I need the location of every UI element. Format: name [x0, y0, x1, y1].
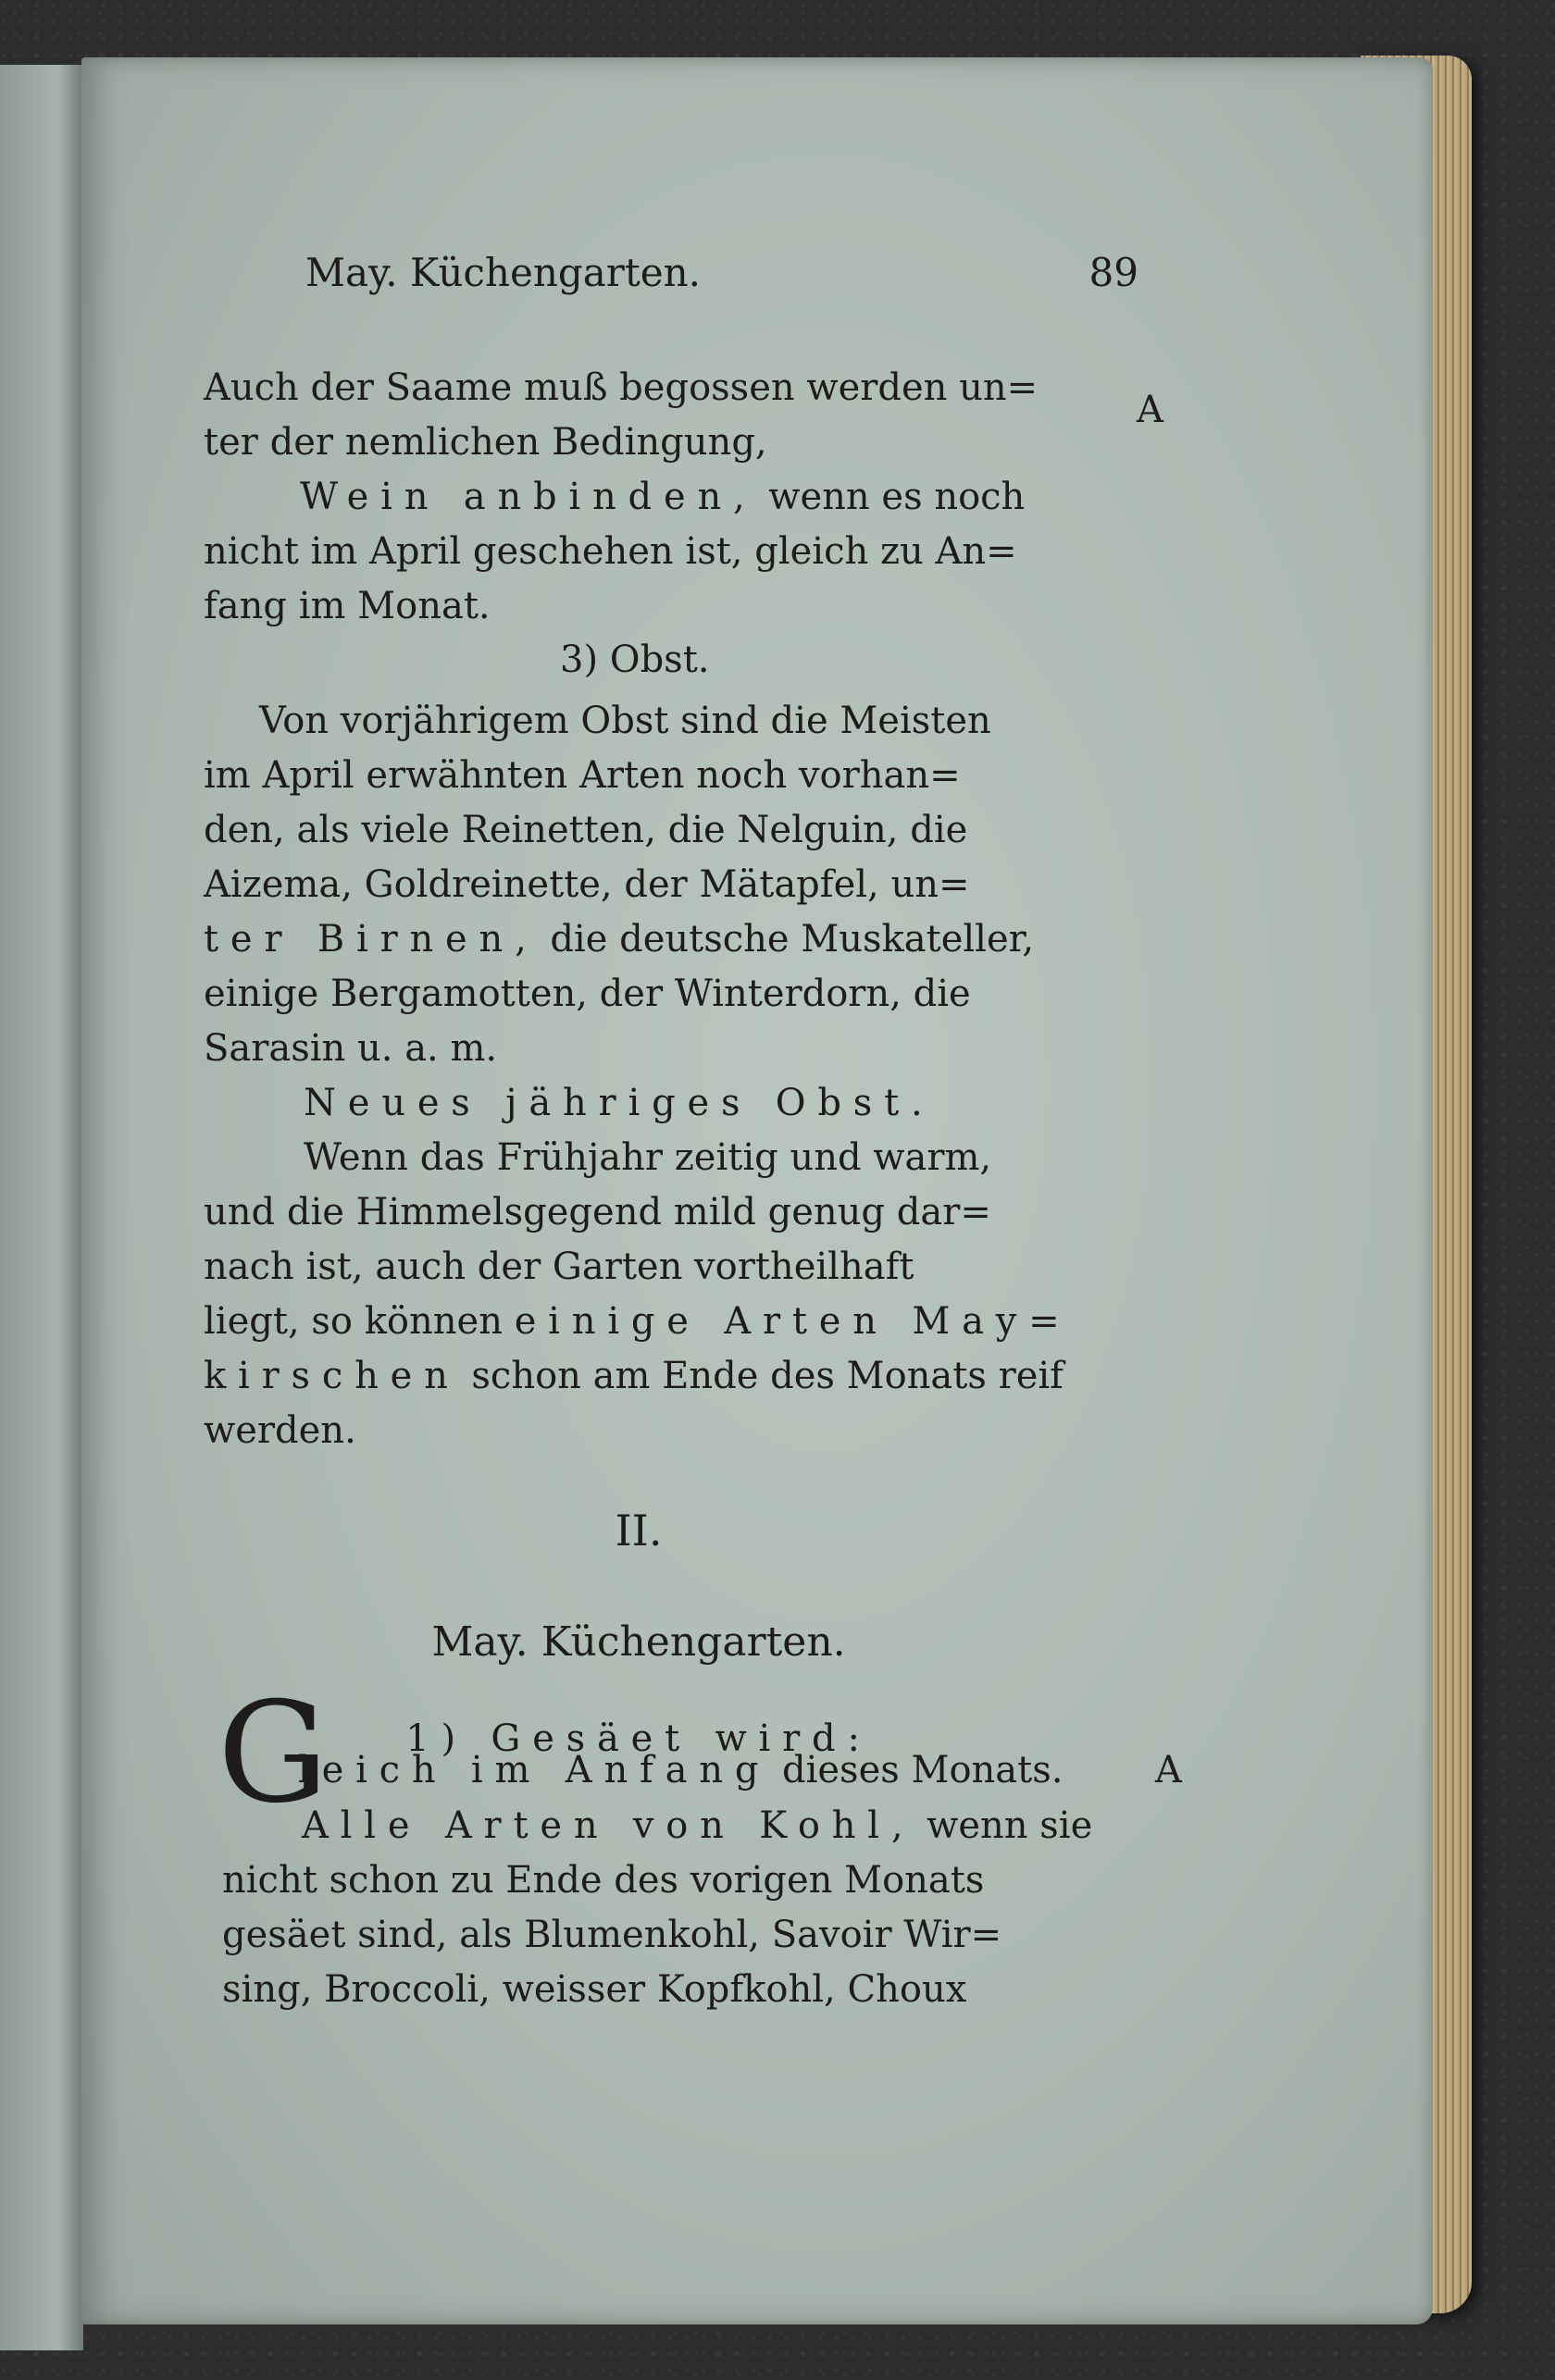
phrase: schon am Ende des Monats reif [471, 1355, 1064, 1397]
margin-mark: A [1155, 1749, 1182, 1791]
margin-mark: A [1137, 389, 1163, 431]
text-line [204, 1295, 1071, 1349]
phrase: liegt, so können [204, 1300, 503, 1343]
text-line: werden. [204, 1409, 356, 1452]
spaced-phrase: ter Birnen, [204, 918, 539, 961]
text-line: Wenn das Frühjahr zeitig und warm, [304, 1136, 992, 1179]
text-line [300, 470, 1025, 525]
text-line: nicht im April geschehen ist, gleich zu An= [204, 530, 1017, 573]
text-line: den, als viele Reinetten, die Nelguin, die [204, 809, 968, 851]
text-line [204, 1349, 1064, 1404]
text-line: im April erwähnten Arten noch vorhan= [204, 754, 961, 797]
spaced-phrase: Alle Arten von Kohl, [302, 1804, 915, 1847]
text-line: fang im Monat. [204, 585, 491, 627]
spaced-phrase: leich im Anfang [298, 1749, 771, 1791]
text-line [204, 912, 1034, 967]
text-line: einige Bergamotten, der Winterdorn, die [204, 973, 971, 1015]
left-page-edge [0, 65, 83, 2350]
section-heading-obst: 3) Obst. [560, 638, 710, 681]
spaced-phrase: kirschen [204, 1355, 460, 1397]
spaced-phrase: einige Arten May= [514, 1300, 1072, 1343]
text-line [302, 1804, 1092, 1847]
text-line: nach ist, auch der Garten vortheilhaft [204, 1246, 914, 1288]
text-line: sing, Broccoli, weisser Kopfkohl, Choux [222, 1968, 967, 2011]
drop-cap: G [218, 1673, 329, 1834]
text-line: Aizema, Goldreinette, der Mätapfel, un= [204, 863, 970, 906]
part-title: May. Küchengarten. [431, 1618, 846, 1666]
phrase: wenn es noch [768, 476, 1026, 518]
header-title: May. Küchengarten. [305, 250, 702, 295]
part-numeral: II. [615, 1506, 663, 1556]
text-line: Von vorjährigem Obst sind die Meisten [259, 700, 991, 742]
phrase: wenn sie [927, 1804, 1093, 1847]
sub-heading-neues-obst: Neues jähriges Obst. [304, 1082, 935, 1124]
text-line: gesäet sind, als Blumenkohl, Savoir Wir= [222, 1914, 1002, 1956]
phrase: die deutsche Muskateller, [550, 918, 1035, 961]
text-line: Sarasin u. a. m. [204, 1027, 498, 1070]
spaced-phrase: Wein anbinden, [300, 476, 757, 518]
text-line: Auch der Saame muß begossen werden un= [204, 366, 1039, 409]
page-number: 89 [1088, 250, 1138, 295]
part-sub-heading: 1) Gesäet wird: [405, 1717, 872, 1760]
text-line [298, 1749, 1063, 1791]
text-line: und die Himmelsgegend mild genug dar= [204, 1191, 991, 1233]
text-line: nicht schon zu Ende des vorigen Monats [222, 1859, 985, 1902]
phrase: dieses Monats. [781, 1749, 1064, 1791]
text-line: ter der nemlichen Bedingung, [204, 421, 767, 464]
